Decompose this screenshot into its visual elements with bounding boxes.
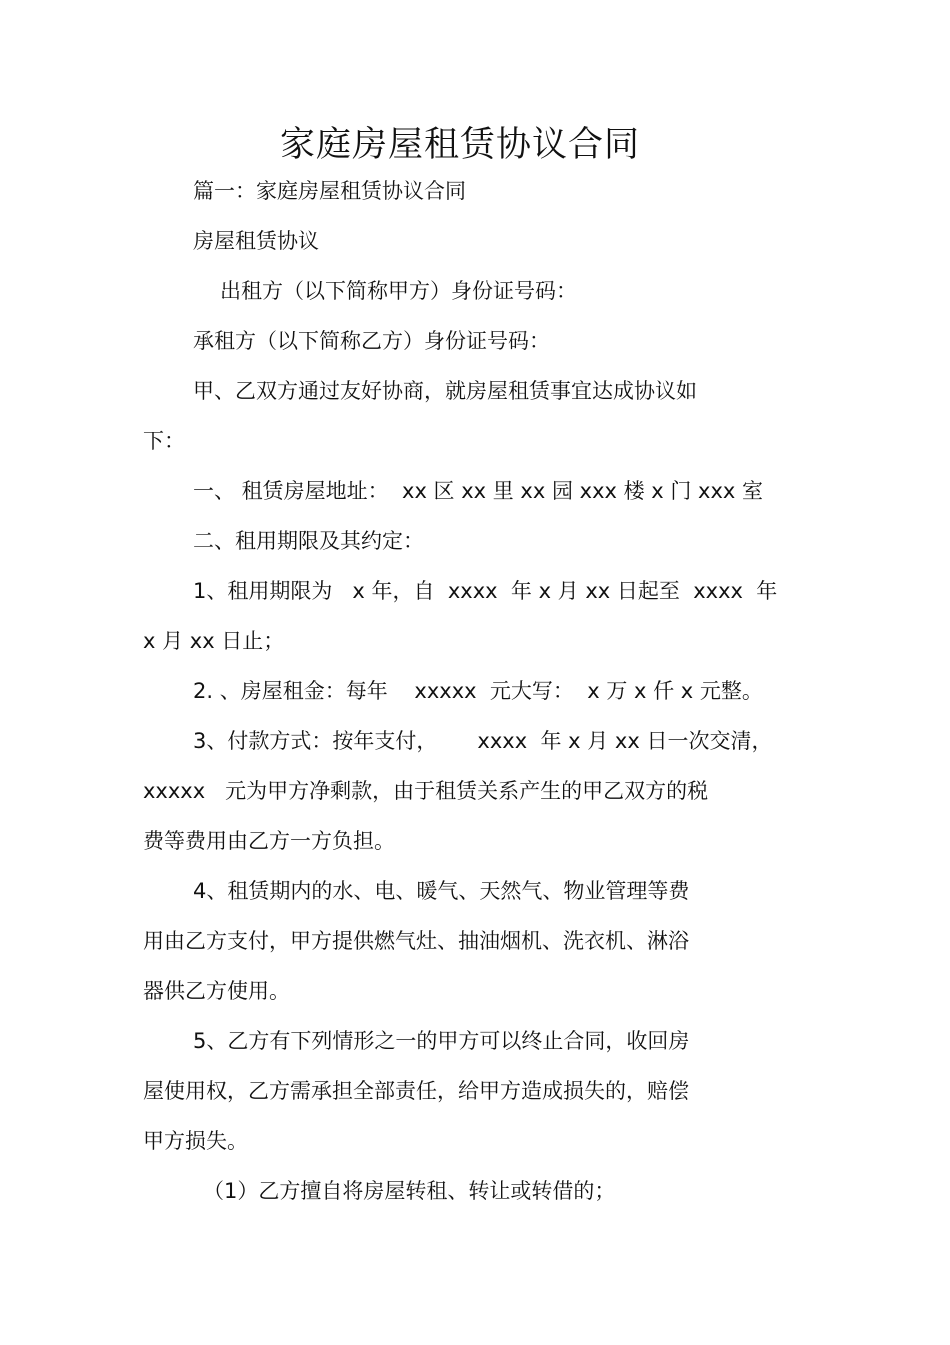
clause-termination-line: 屋使用权，乙方需承担全部责任，给甲方造成损失的，赔偿 [143, 1079, 689, 1103]
clause-rent-line: 2. 、房屋租金：每年 xxxxx 元大写： x 万 x 仟 x 元整。 [193, 679, 763, 703]
clause-termination-line: 甲方损失。 [143, 1129, 248, 1153]
clause-payment-line: xxxxx 元为甲方净剩款，由于租赁关系产生的甲乙双方的税 [143, 779, 709, 803]
clause-term-line: x 月 xx 日止； [143, 629, 285, 653]
clause-address: 一、 租赁房屋地址： xx 区 xx 里 xx 园 xxx 楼 x 门 xxx 室 [193, 479, 764, 503]
intro-paragraph-line: 甲、乙双方通过友好协商，就房屋租赁事宜达成协议如 [193, 379, 697, 403]
intro-paragraph-line: 下： [143, 429, 185, 453]
clause-utilities-line: 4、租赁期内的水、电、暖气、天然气、物业管理等费 [193, 879, 690, 903]
agreement-heading: 房屋租赁协议 [193, 229, 319, 253]
clause-term-line: 1、租用期限为 x 年，自 xxxx 年 x 月 xx 日起至 xxxx 年 [193, 579, 778, 603]
lessee-line: 承租方（以下简称乙方）身份证号码： [193, 329, 550, 353]
termination-item: （1）乙方擅自将房屋转租、转让或转借的； [203, 1179, 616, 1203]
lessor-line: 出租方（以下简称甲方）身份证号码： [220, 279, 577, 303]
document-title: 家庭房屋租赁协议合同 [279, 125, 640, 165]
clause-utilities-line: 器供乙方使用。 [143, 979, 290, 1003]
clause-payment-line: 3、付款方式：按年支付， xxxx 年 x 月 xx 日一次交清， [193, 729, 773, 753]
clause-termination-line: 5、乙方有下列情形之一的甲方可以终止合同，收回房 [193, 1029, 690, 1053]
clause-utilities-line: 用由乙方支付，甲方提供燃气灶、抽油烟机、洗衣机、淋浴 [143, 929, 689, 953]
clause-payment-line: 费等费用由乙方一方负担。 [143, 829, 395, 853]
clause-term-heading: 二、租用期限及其约定： [193, 529, 424, 553]
section-heading: 篇一：家庭房屋租赁协议合同 [193, 179, 466, 203]
